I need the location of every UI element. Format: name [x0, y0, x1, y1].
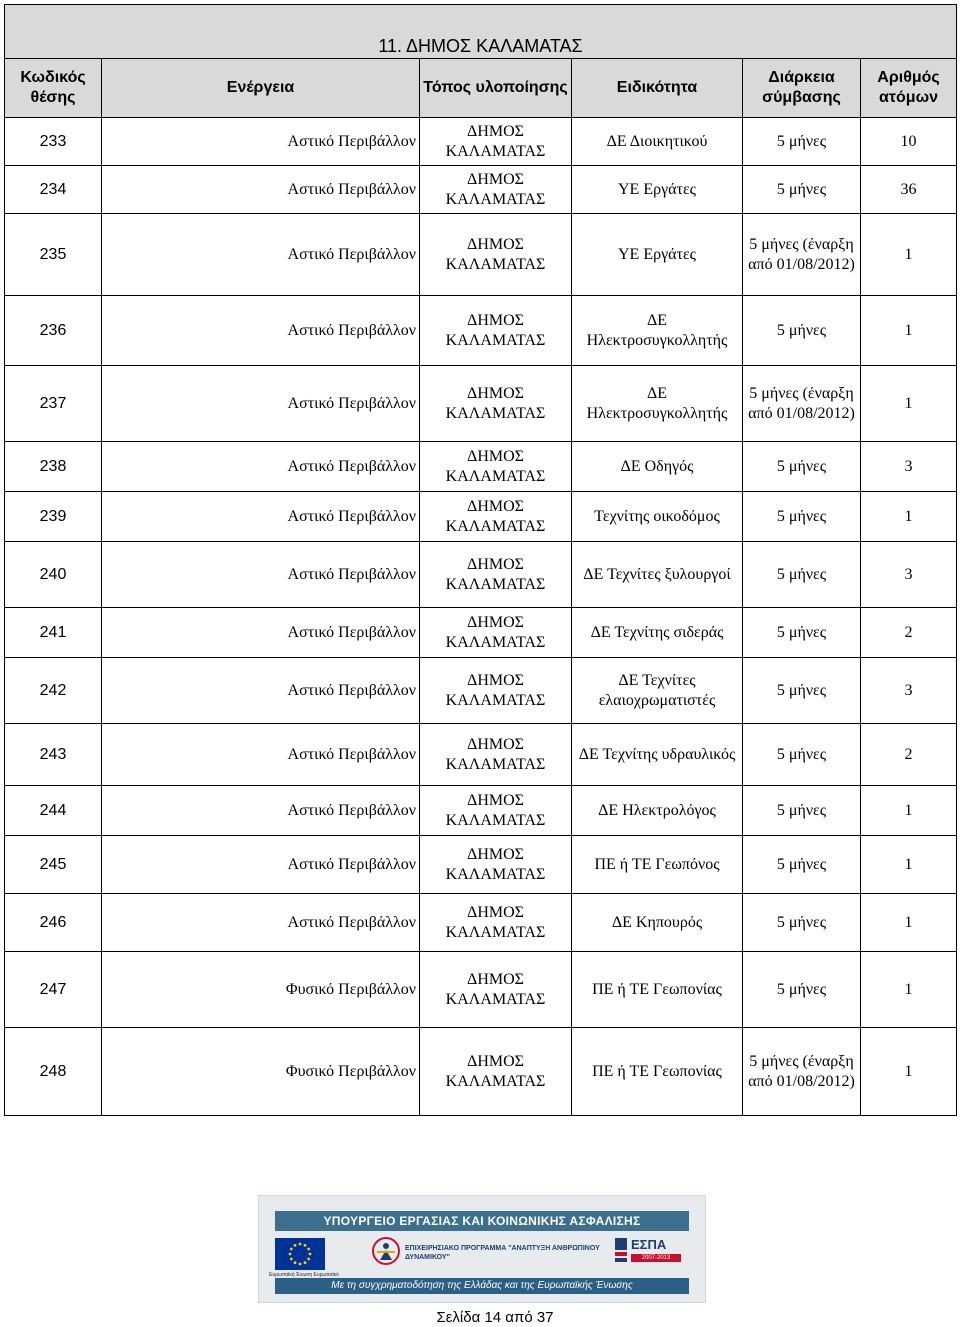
- cell-place: ΔΗΜΟΣ ΚΑΛΑΜΑΤΑΣ: [420, 296, 572, 366]
- cell-specialty: ΥΕ Εργάτες: [572, 214, 743, 296]
- cell-count: 3: [861, 658, 957, 724]
- cell-count: 1: [861, 952, 957, 1028]
- cell-duration: 5 μήνες (έναρξη από 01/08/2012): [743, 366, 861, 442]
- cell-action: Φυσικό Περιβάλλον: [102, 1028, 420, 1116]
- header-count: Αριθμός ατόμων: [861, 59, 957, 118]
- cell-code: 247: [5, 952, 102, 1028]
- table-row: [5, 214, 957, 296]
- page-footer: [0, 1309, 960, 1326]
- cell-duration: 5 μήνες: [743, 296, 861, 366]
- header-duration: Διάρκεια σύμβασης: [743, 59, 861, 118]
- cell-count: 36: [861, 166, 957, 214]
- cell-action: Αστικό Περιβάλλον: [102, 658, 420, 724]
- header-action: Ενέργεια: [102, 59, 420, 118]
- cell-code: 241: [5, 608, 102, 658]
- table-row: [5, 608, 957, 658]
- programme-emblem-icon: [371, 1236, 401, 1266]
- cell-place: ΔΗΜΟΣ ΚΑΛΑΜΑΤΑΣ: [420, 1028, 572, 1116]
- table-row: [5, 542, 957, 608]
- cell-duration: 5 μήνες: [743, 786, 861, 836]
- cell-code: 240: [5, 542, 102, 608]
- cell-code: 245: [5, 836, 102, 894]
- table-row: [5, 952, 957, 1028]
- cell-code: 235: [5, 214, 102, 296]
- table-row: [5, 296, 957, 366]
- cell-place: ΔΗΜΟΣ ΚΑΛΑΜΑΤΑΣ: [420, 166, 572, 214]
- cell-code: 236: [5, 296, 102, 366]
- cell-code: 246: [5, 894, 102, 952]
- table-body: [5, 118, 957, 1116]
- table-title-row: [5, 5, 957, 59]
- header-specialty: Ειδικότητα: [572, 59, 743, 118]
- cell-action: Αστικό Περιβάλλον: [102, 786, 420, 836]
- cell-count: 1: [861, 366, 957, 442]
- espa-years: 2007-2013: [631, 1254, 681, 1262]
- cell-place: ΔΗΜΟΣ ΚΑΛΑΜΑΤΑΣ: [420, 214, 572, 296]
- table-title: 11. ΔΗΜΟΣ ΚΑΛΑΜΑΤΑΣ: [5, 5, 957, 59]
- cell-place: ΔΗΜΟΣ ΚΑΛΑΜΑΤΑΣ: [420, 658, 572, 724]
- cell-count: 10: [861, 118, 957, 166]
- cell-specialty: ΠΕ ή ΤΕ Γεωπονίας: [572, 952, 743, 1028]
- cell-duration: 5 μήνες: [743, 608, 861, 658]
- table-header-row: [5, 59, 957, 118]
- cell-count: 3: [861, 542, 957, 608]
- cell-specialty: ΔΕ Ηλεκτροσυγκολλητής: [572, 296, 743, 366]
- cell-duration: 5 μήνες: [743, 724, 861, 786]
- ministry-banner: ΥΠΟΥΡΓΕΙΟ ΕΡΓΑΣΙΑΣ ΚΑΙ ΚΟΙΝΩΝΙΚΗΣ ΑΣΦΑΛΙΣΗΣ: [275, 1211, 689, 1231]
- cell-specialty: ΔΕ Ηλεκτροσυγκολλητής: [572, 366, 743, 442]
- cell-action: Φυσικό Περιβάλλον: [102, 952, 420, 1028]
- cell-action: Αστικό Περιβάλλον: [102, 542, 420, 608]
- cell-action: Αστικό Περιβάλλον: [102, 836, 420, 894]
- table-row: [5, 166, 957, 214]
- cell-duration: 5 μήνες: [743, 542, 861, 608]
- cell-code: 243: [5, 724, 102, 786]
- cell-code: 244: [5, 786, 102, 836]
- cell-place: ΔΗΜΟΣ ΚΑΛΑΜΑΤΑΣ: [420, 608, 572, 658]
- cell-action: Αστικό Περιβάλλον: [102, 118, 420, 166]
- table-row: [5, 366, 957, 442]
- cell-duration: 5 μήνες (έναρξη από 01/08/2012): [743, 214, 861, 296]
- cell-duration: 5 μήνες: [743, 442, 861, 492]
- cell-code: 242: [5, 658, 102, 724]
- cell-count: 2: [861, 608, 957, 658]
- cell-place: ΔΗΜΟΣ ΚΑΛΑΜΑΤΑΣ: [420, 366, 572, 442]
- espa-wordmark: ΕΣΠΑ: [631, 1237, 667, 1252]
- cell-count: 1: [861, 492, 957, 542]
- cell-duration: 5 μήνες: [743, 658, 861, 724]
- cell-specialty: ΔΕ Οδηγός: [572, 442, 743, 492]
- funding-logo-panel: [258, 1195, 706, 1303]
- cell-code: 239: [5, 492, 102, 542]
- cell-specialty: ΔΕ Κηπουρός: [572, 894, 743, 952]
- table-row: [5, 1028, 957, 1116]
- cell-action: Αστικό Περιβάλλον: [102, 214, 420, 296]
- header-code: Κωδικός θέσης: [5, 59, 102, 118]
- cell-action: Αστικό Περιβάλλον: [102, 166, 420, 214]
- cell-specialty: ΥΕ Εργάτες: [572, 166, 743, 214]
- cell-specialty: ΔΕ Ηλεκτρολόγος: [572, 786, 743, 836]
- cell-count: 1: [861, 894, 957, 952]
- table-row: [5, 442, 957, 492]
- cell-action: Αστικό Περιβάλλον: [102, 608, 420, 658]
- cell-code: 233: [5, 118, 102, 166]
- cell-place: ΔΗΜΟΣ ΚΑΛΑΜΑΤΑΣ: [420, 724, 572, 786]
- cell-duration: 5 μήνες: [743, 836, 861, 894]
- cell-duration: 5 μήνες: [743, 894, 861, 952]
- cell-count: 2: [861, 724, 957, 786]
- positions-table: [4, 4, 957, 1116]
- cell-code: 238: [5, 442, 102, 492]
- cell-specialty: ΔΕ Τεχνίτες ελαιοχρωματιστές: [572, 658, 743, 724]
- cell-duration: 5 μήνες (έναρξη από 01/08/2012): [743, 1028, 861, 1116]
- table-row: [5, 836, 957, 894]
- cofunding-motto: Με τη συγχρηματοδότηση της Ελλάδας και της Ευρωπαϊκής Ένωσης: [275, 1278, 689, 1294]
- cell-duration: 5 μήνες: [743, 166, 861, 214]
- cell-specialty: Τεχνίτης οικοδόμος: [572, 492, 743, 542]
- cell-code: 248: [5, 1028, 102, 1116]
- cell-duration: 5 μήνες: [743, 118, 861, 166]
- table-row: [5, 786, 957, 836]
- table-row: [5, 724, 957, 786]
- cell-place: ΔΗΜΟΣ ΚΑΛΑΜΑΤΑΣ: [420, 542, 572, 608]
- cell-duration: 5 μήνες: [743, 492, 861, 542]
- table-row: [5, 894, 957, 952]
- cell-action: Αστικό Περιβάλλον: [102, 894, 420, 952]
- cell-count: 1: [861, 836, 957, 894]
- table-row: [5, 492, 957, 542]
- programme-name: ΕΠΙΧΕΙΡΗΣΙΑΚΟ ΠΡΟΓΡΑΜΜΑ "ΑΝΑΠΤΥΞΗ ΑΝΘΡΩΠΙΝΟΥ ΔΥΝΑΜΙΚΟΥ": [405, 1245, 600, 1261]
- cell-count: 1: [861, 296, 957, 366]
- cell-place: ΔΗΜΟΣ ΚΑΛΑΜΑΤΑΣ: [420, 894, 572, 952]
- cell-action: Αστικό Περιβάλλον: [102, 724, 420, 786]
- cell-place: ΔΗΜΟΣ ΚΑΛΑΜΑΤΑΣ: [420, 952, 572, 1028]
- cell-count: 1: [861, 786, 957, 836]
- cell-count: 1: [861, 214, 957, 296]
- cell-specialty: ΔΕ Τεχνίτες ξυλουργοί: [572, 542, 743, 608]
- cell-action: Αστικό Περιβάλλον: [102, 442, 420, 492]
- cell-code: 237: [5, 366, 102, 442]
- cell-count: 3: [861, 442, 957, 492]
- cell-place: ΔΗΜΟΣ ΚΑΛΑΜΑΤΑΣ: [420, 118, 572, 166]
- cell-specialty: ΔΕ Τεχνίτης σιδεράς: [572, 608, 743, 658]
- eu-caption: Ευρωπαϊκή Ένωση Ευρωπαϊκό: [269, 1272, 339, 1278]
- cell-place: ΔΗΜΟΣ ΚΑΛΑΜΑΤΑΣ: [420, 836, 572, 894]
- cell-place: ΔΗΜΟΣ ΚΑΛΑΜΑΤΑΣ: [420, 786, 572, 836]
- cell-action: Αστικό Περιβάλλον: [102, 366, 420, 442]
- cell-action: Αστικό Περιβάλλον: [102, 492, 420, 542]
- page-number: Σελίδα 14 από 37: [436, 1309, 554, 1326]
- cell-place: ΔΗΜΟΣ ΚΑΛΑΜΑΤΑΣ: [420, 492, 572, 542]
- cell-specialty: ΔΕ Τεχνίτης υδραυλικός: [572, 724, 743, 786]
- eu-flag-icon: [275, 1238, 325, 1270]
- cell-count: 1: [861, 1028, 957, 1116]
- cell-specialty: ΠΕ ή ΤΕ Γεωπόνος: [572, 836, 743, 894]
- cell-action: Αστικό Περιβάλλον: [102, 296, 420, 366]
- header-place: Τόπος υλοποίησης: [420, 59, 572, 118]
- cell-specialty: ΠΕ ή ΤΕ Γεωπονίας: [572, 1028, 743, 1116]
- cell-code: 234: [5, 166, 102, 214]
- cell-duration: 5 μήνες: [743, 952, 861, 1028]
- table-row: [5, 118, 957, 166]
- table-row: [5, 658, 957, 724]
- cell-specialty: ΔΕ Διοικητικού: [572, 118, 743, 166]
- cell-place: ΔΗΜΟΣ ΚΑΛΑΜΑΤΑΣ: [420, 442, 572, 492]
